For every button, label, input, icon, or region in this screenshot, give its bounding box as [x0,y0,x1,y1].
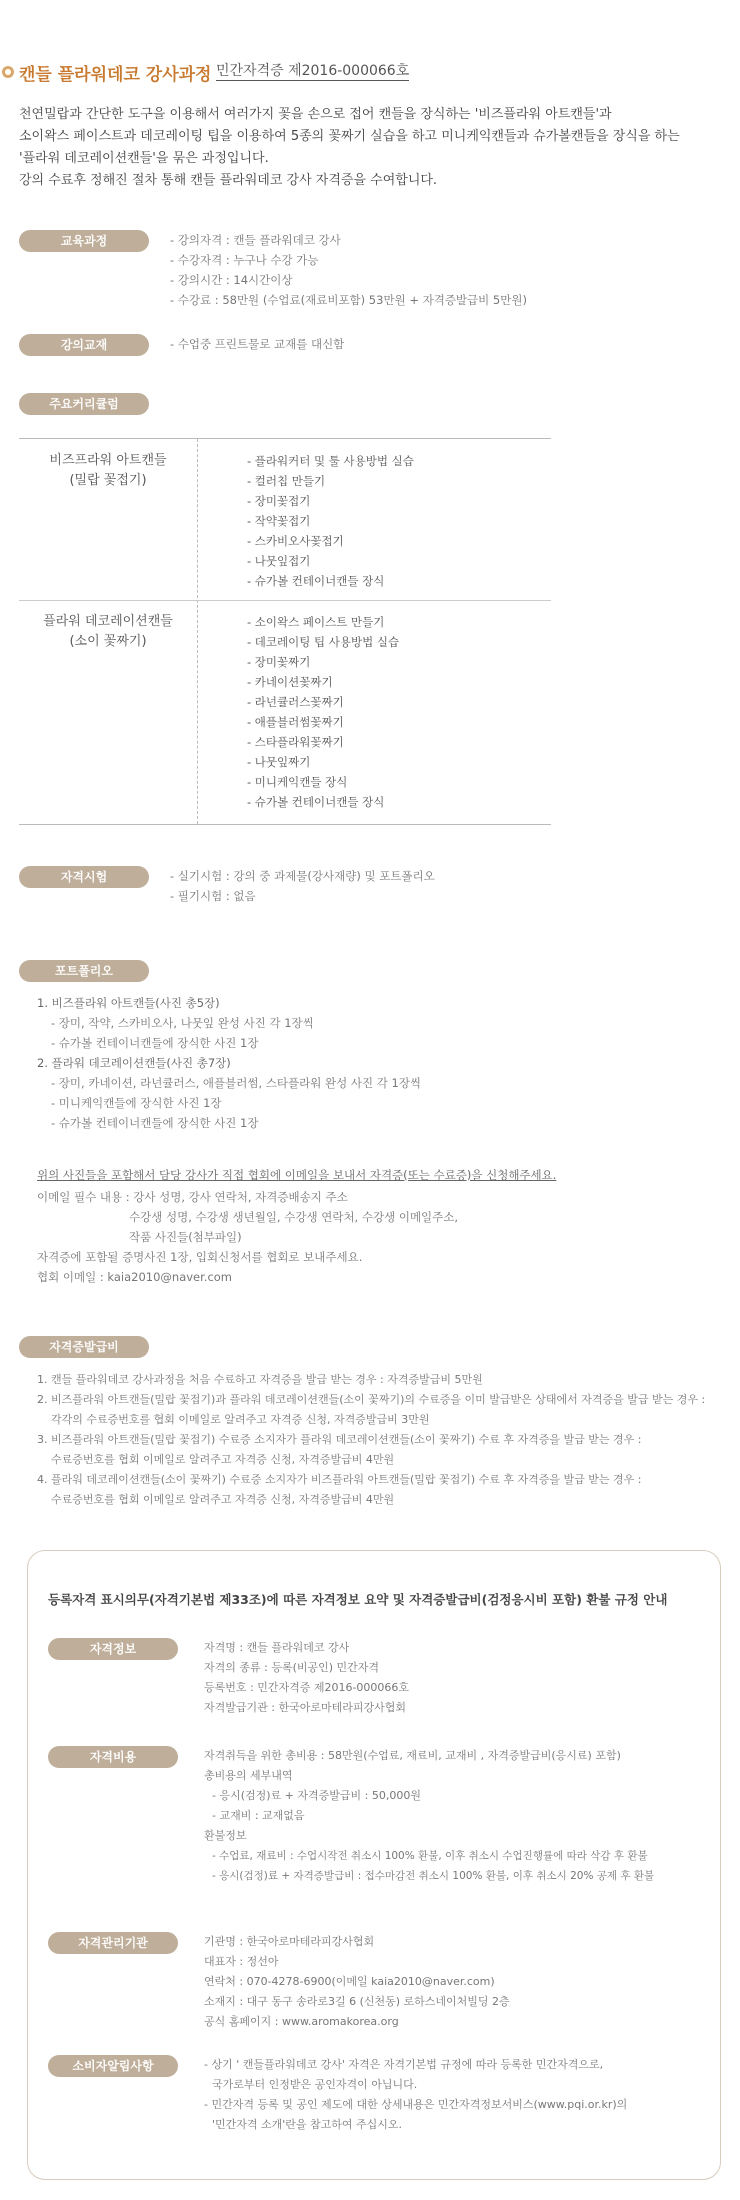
portfolio-label: 포트폴리오 [19,960,149,982]
curriculum-label: 주요커리큘럼 [19,393,149,415]
fee-line: 각각의 수료증번호를 협회 이메일로 알려주고 자격증 신청, 자격증발급비 3만원 [51,1413,430,1426]
curriculum-group-title [19,451,197,491]
curriculum-item: - 플라워커터 및 툴 사용방법 실습 [247,454,414,468]
textbook-label: 강의교재 [19,334,149,356]
curriculum-item: - 미니케익캔들 장식 [247,775,348,789]
fee-list [37,1370,705,1510]
curriculum-item: - 데코레이팅 팁 사용방법 실습 [247,635,400,649]
org-label: 자격관리기관 [48,1932,178,1954]
curriculum-item: - 장미꽃짜기 [247,655,311,669]
consumer-line: - 민간자격 등록 및 공인 제도에 대한 상세내용은 민간자격정보서비스(www.pqi.or.kr)의 [204,2098,628,2111]
intro-line: 천연밀랍과 간단한 도구을 이용해서 여러가지 꽃을 손으로 접어 캔들을 장식하는 '비즈플라워 아트캔들'과 [19,107,612,122]
cert-info-label: 자격정보 [48,1638,178,1660]
cert-info-details [204,1638,409,1718]
cost-line: 자격취득을 위한 총비용 : 58만원(수업료, 재료비, 교재비 , 자격증발급비(응시료) 포함) [204,1749,621,1762]
course-details [170,230,527,310]
consumer-line: - 상기 ' 캔들플라워데코 강사' 자격은 자격기본법 규정에 따라 등록한 민간자격으로, [204,2058,604,2071]
cost-line: - 수업료, 재료비 : 수업시작전 취소시 100% 환불, 이후 취소시 수업진행률에 따라 삭감 후 환불 [212,1850,648,1862]
portfolio-email-info [37,1187,458,1287]
curriculum-item: - 컬러칩 만들기 [247,474,326,488]
curriculum-item: - 애플블러썸꽃짜기 [247,715,344,729]
curriculum-item: - 작약꽃접기 [247,514,311,528]
curriculum-divider [197,439,198,824]
cert-info-line: 등록번호 : 민간자격증 제2016-000066호 [204,1681,410,1694]
curriculum-item: - 라넌큘러스꽃짜기 [247,695,344,709]
course-line: - 수강자격 : 누구나 수강 가능 [170,253,319,267]
exam-details [170,866,435,906]
group-title-line: (밀랍 꽃접기) [69,473,147,488]
intro-text [19,104,680,192]
cert-info-line: 자격발급기관 : 한국아로마테라피강사협회 [204,1701,406,1714]
cost-line: 환불정보 [204,1829,247,1842]
consumer-line: 국가로부터 인정받은 공인자격이 아닙니다. [212,2078,418,2091]
exam-line: - 필기시험 : 없음 [170,889,256,903]
email-line: 수강생 성명, 수강생 생년월일, 수강생 연락처, 수강생 이메일주소, [129,1210,459,1224]
fee-label: 자격증발급비 [19,1336,149,1358]
fee-line: 수료증번호를 협회 이메일로 알려주고 자격증 신청, 자격증발급비 4만원 [51,1493,395,1506]
fee-line: 3. 비즈플라워 아트캔들(밀랍 꽃접기) 수료증 소지자가 플라워 데코레이션캔들(소이 꽃짜기) 수료 후 자격증을 발급 받는 경우 : [37,1433,642,1446]
intro-line: 소이왁스 페이스트과 데코레이팅 팁을 이용하여 5종의 꽃짜기 실습을 하고 미니케익캔들과 슈가볼캔들을 장식을 하는 [19,129,680,144]
group-title-line: (소이 꽃짜기) [69,634,147,649]
portfolio-line: - 미니케익캔들에 장식한 사진 1장 [51,1096,222,1110]
page-title: 캔들 플라워데코 강사과정 [19,65,212,85]
portfolio-list [37,993,421,1133]
curriculum-top-rule [19,438,551,439]
textbook-details [170,334,344,354]
org-line: 대표자 : 정선아 [204,1955,279,1968]
consumer-line: '민간자격 소개'란을 참고하여 주십시오. [212,2118,403,2131]
org-line: 공식 홈페이지 : www.aromakorea.org [204,2015,399,2028]
course-line: - 강의시간 : 14시간이상 [170,273,293,287]
curriculum-item: - 나뭇잎짜기 [247,755,311,769]
curriculum-mid-rule [19,600,551,601]
curriculum-group-items [247,612,399,812]
portfolio-line: - 슈가볼 컨테이너캔들에 장식한 사진 1장 [51,1036,259,1050]
email-line: 협회 이메일 : kaia2010@naver.com [37,1270,233,1284]
portfolio-line: - 장미, 카네이션, 라넌큘러스, 애플블러썸, 스타플라워 완성 사진 각 1장씩 [51,1076,422,1090]
consumer-notice-label: 소비자알림사항 [48,2055,178,2077]
group-title-line: 플라워 데코레이션캔들 [43,614,173,629]
curriculum-item: - 카네이션꽃짜기 [247,675,333,689]
cert-info-line: 자격명 : 캔들 플라워데코 강사 [204,1641,350,1654]
fee-line: 4. 플라워 데코레이션캔들(소이 꽃짜기) 수료증 소지자가 비즈플라워 아트캔들(밀랍 꽃접기) 수료 후 자격증을 발급 받는 경우 : [37,1473,642,1486]
curriculum-item: - 스카비오사꽃접기 [247,534,344,548]
cost-line: 총비용의 세부내역 [204,1769,293,1782]
curriculum-item: - 소이왁스 페이스트 만들기 [247,615,385,629]
cert-number: 민간자격증 제2016-000066호 [216,63,410,79]
cost-details [204,1746,654,1886]
portfolio-line: - 슈가볼 컨테이너캔들에 장식한 사진 1장 [51,1116,259,1130]
course-label: 교육과정 [19,230,149,252]
cost-line: - 교재비 : 교재없음 [212,1809,305,1822]
curriculum-item: - 슈가볼 컨테이너캔들 장식 [247,574,385,588]
info-box-title: 등록자격 표시의무(자격기본법 제33조)에 따른 자격정보 요약 및 자격증발급비(검정응시비 포함) 환불 규정 안내 [48,1592,668,1607]
curriculum-item: - 나뭇잎접기 [247,554,311,568]
intro-line: '플라워 데코레이션캔들'을 묶은 과정입니다. [19,151,269,166]
org-line: 연락처 : 070-4278-6900(이메일 kaia2010@naver.com) [204,1975,495,1988]
portfolio-line: - 장미, 작약, 스카비오사, 나뭇잎 완성 사진 각 1장씩 [51,1016,314,1030]
email-line: 작품 사진들(첨부파일) [129,1230,242,1244]
cost-label: 자격비용 [48,1746,178,1768]
cost-line: - 응시(검정)료 + 자격증발급비 : 접수마감전 취소시 100% 환불, 이후 취소시 20% 공제 후 환불 [212,1870,655,1882]
course-line: - 수강료 : 58만원 (수업료(재료비포함) 53만원 + 자격증발급비 5만원) [170,293,527,307]
curriculum-group-items [247,451,414,591]
curriculum-bottom-rule [19,824,551,825]
portfolio-notice: 위의 사진들을 포함해서 담당 강사가 직접 협회에 이메일을 보내서 자격증(또는 수료증)을 신청해주세요. [37,1168,557,1182]
cert-info-line: 자격의 종류 : 등록(비공인) 민간자격 [204,1661,380,1674]
org-details [204,1932,510,2032]
curriculum-group-title [19,612,197,652]
curriculum-item: - 슈가볼 컨테이너캔들 장식 [247,795,385,809]
group-title-line: 비즈프라워 아트캔들 [49,453,167,468]
fee-line: 2. 비즈플라워 아트캔들(밀랍 꽃접기)과 플라워 데코레이션캔들(소이 꽃짜기)의 수료증을 이미 발급받은 상태에서 자격증을 발급 받는 경우 : [37,1393,706,1406]
portfolio-line: 2. 플라워 데코레이션캔들(사진 총7장) [37,1056,231,1070]
org-line: 소재지 : 대구 동구 송라로3길 6 (신천동) 로하스네이처빌딩 2층 [204,1995,510,2008]
course-line: - 강의자격 : 캔들 플라워데코 강사 [170,233,341,247]
fee-line: 1. 캔들 플라워데코 강사과정을 처음 수료하고 자격증을 발급 받는 경우 : 자격증발급비 5만원 [37,1373,483,1386]
email-line: 이메일 필수 내용 : 강사 성명, 강사 연락처, 자격증배송지 주소 [37,1190,348,1204]
intro-line: 강의 수료후 정해진 절차 통해 캔들 플라워데코 강사 자격증을 수여합니다. [19,173,438,188]
portfolio-line: 1. 비즈플라워 아트캔들(사진 총5장) [37,996,220,1010]
textbook-line: - 수업중 프린트물로 교재를 대신함 [170,337,345,351]
title-bullet-icon [2,66,14,78]
consumer-notice-details [204,2055,627,2135]
email-line: 자격증에 포함될 증명사진 1장, 입회신청서를 협회로 보내주세요. [37,1250,363,1264]
curriculum-item: - 스타플라워꽃짜기 [247,735,344,749]
org-line: 기관명 : 한국아로마테라피강사협회 [204,1935,375,1948]
curriculum-item: - 장미꽃접기 [247,494,311,508]
exam-label: 자격시험 [19,866,149,888]
cost-line: - 응시(검정)료 + 자격증발급비 : 50,000원 [212,1789,421,1802]
fee-line: 수료증번호를 협회 이메일로 알려주고 자격증 신청, 자격증발급비 4만원 [51,1453,395,1466]
exam-line: - 실기시험 : 강의 중 과제물(강사재량) 및 포트폴리오 [170,869,435,883]
